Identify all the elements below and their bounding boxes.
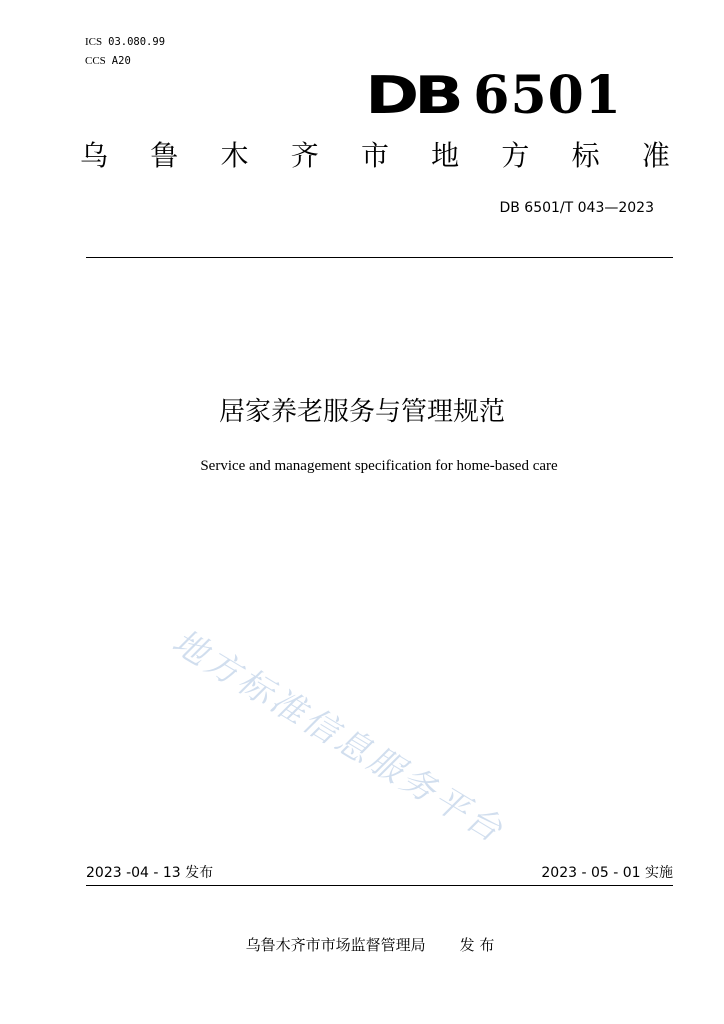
- issuer-name: 乌鲁木齐市市场监督管理局: [245, 936, 426, 954]
- issuer-action: 发 布: [459, 936, 495, 954]
- db-standard-logo: [365, 58, 622, 126]
- standard-type-heading: [80, 138, 670, 174]
- db-logo-number: 6501: [473, 65, 622, 126]
- standard-type-char: 木: [220, 139, 249, 172]
- ics-label: ICS: [85, 36, 103, 48]
- document-title-en: Service and management specification for home-based care: [200, 458, 558, 474]
- watermark-text: 地方标准信息服务平台: [165, 621, 512, 852]
- standard-number: DB 6501/T 043—2023: [499, 200, 654, 216]
- ics-classification: [85, 36, 165, 49]
- standard-type-char: 鲁: [150, 139, 179, 172]
- ics-code: 03.080.99: [108, 36, 166, 48]
- issuer-line: [0, 935, 724, 955]
- ccs-code: A20: [111, 55, 131, 67]
- standard-type-char: 标: [571, 139, 600, 172]
- standard-type-char: 地: [431, 139, 460, 172]
- standard-type-char: 乌: [80, 139, 109, 172]
- footer-divider: [86, 885, 673, 886]
- issue-date: 2023 -04 - 13 发布: [86, 865, 214, 881]
- standard-type-char: 方: [501, 139, 530, 172]
- header-divider: [86, 257, 673, 258]
- standard-type-char: 准: [641, 139, 670, 172]
- implementation-date: 2023 - 05 - 01 实施: [541, 865, 673, 881]
- db-logo-letters: DB: [365, 66, 460, 126]
- standard-type-char: 齐: [290, 139, 319, 172]
- standard-type-char: 市: [360, 139, 389, 172]
- ccs-label: CCS: [85, 55, 106, 67]
- ccs-classification: [85, 55, 131, 68]
- document-title-cn: 居家养老服务与管理规范: [218, 397, 505, 427]
